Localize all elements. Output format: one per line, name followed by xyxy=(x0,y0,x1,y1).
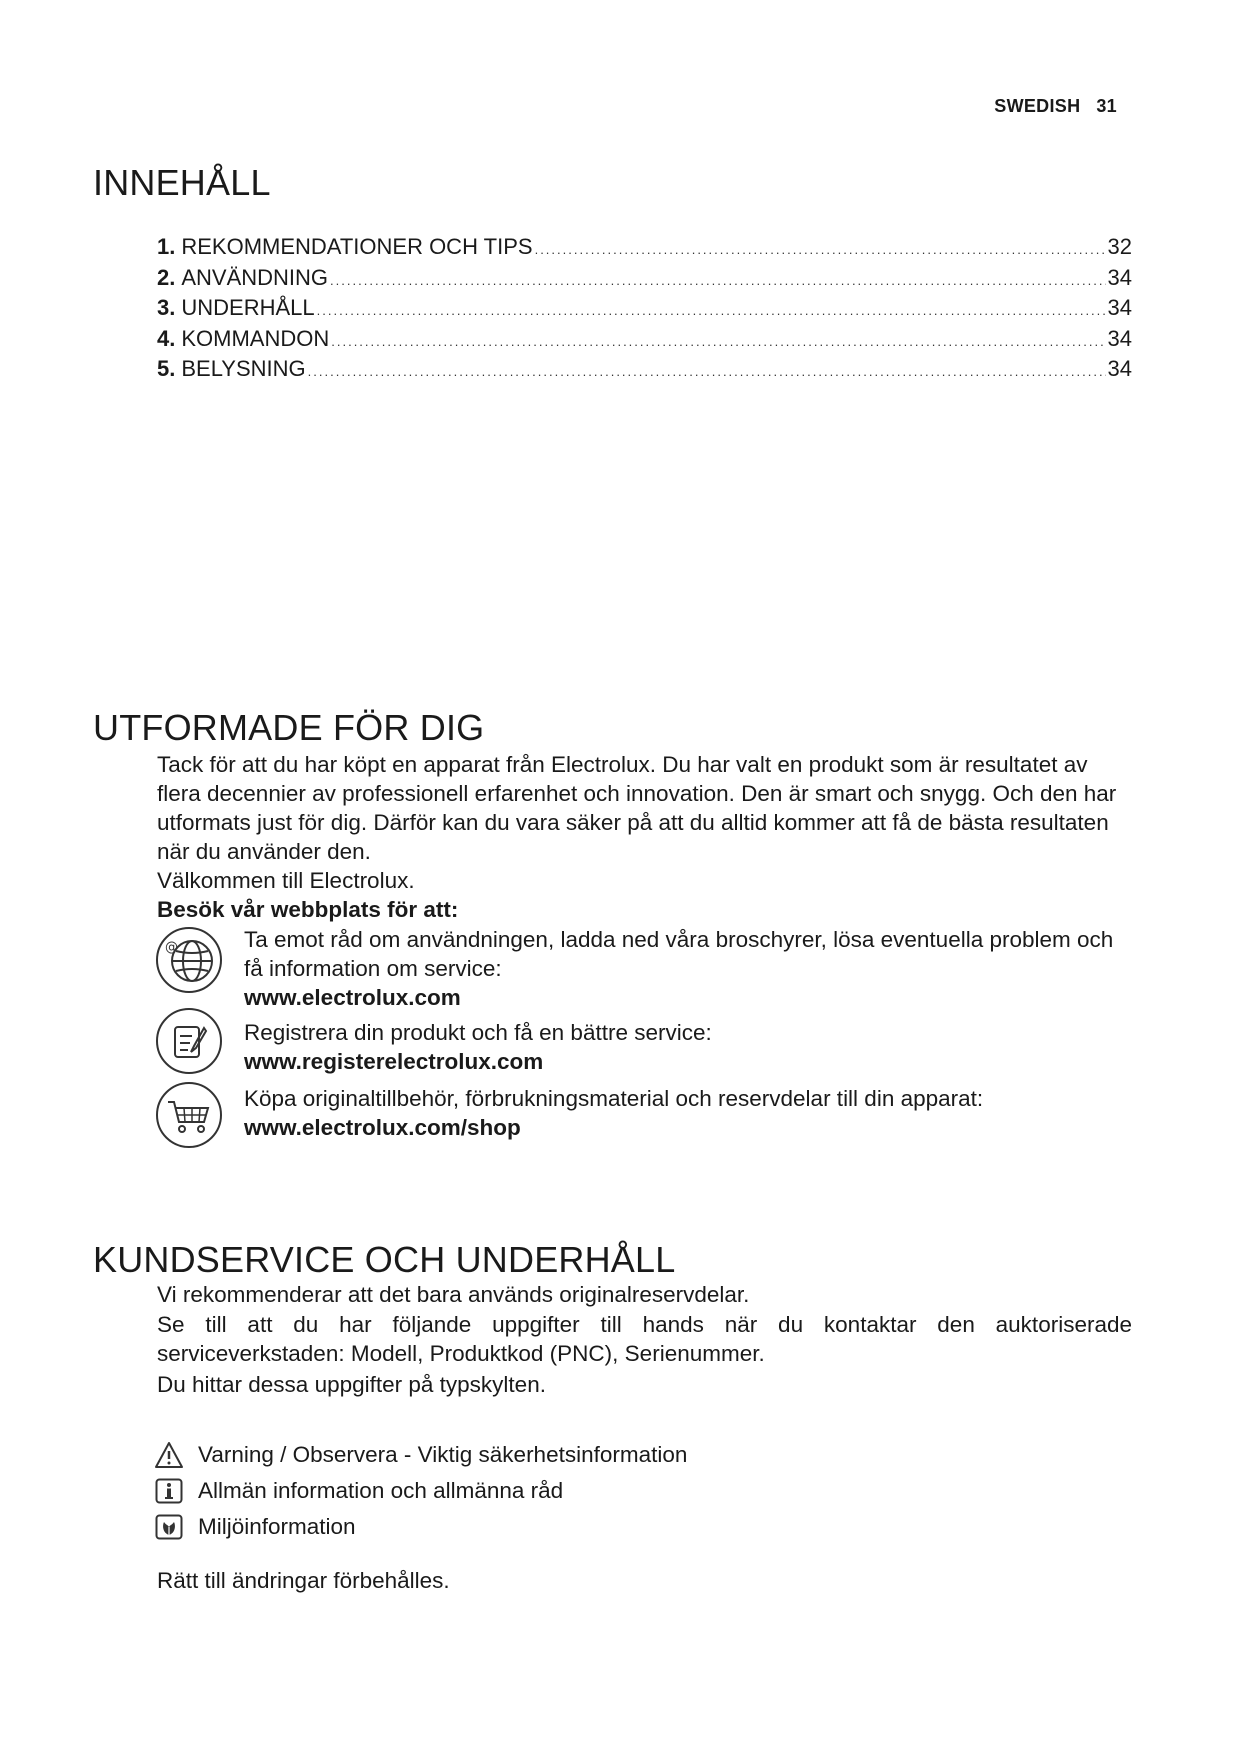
toc-item-label: ANVÄNDNING xyxy=(181,264,329,290)
legend-item xyxy=(154,1509,687,1545)
register-link[interactable]: www.registerelectrolux.com xyxy=(244,1049,544,1074)
legend-text: Allmän information och allmänna råd xyxy=(198,1478,564,1503)
toc-item[interactable] xyxy=(157,232,1132,263)
legend-text: Miljöinformation xyxy=(198,1514,356,1539)
visit-item-support xyxy=(154,925,1136,1012)
designed-intro: Tack för att du har köpt en apparat från Electrolux. Du har valt en produkt som är resultatet av flera decennier av professionell erfarenhet och innovation. Den är smart och snygg. Och den har utformats just för dig. Därför kan du vara säker på att du alltid kommer att få de bästa resultaten när du använder den. xyxy=(157,752,1117,864)
designed-title: UTFORMADE FÖR DIG xyxy=(93,707,485,748)
service-title: KUNDSERVICE OCH UNDERHÅLL xyxy=(93,1239,676,1280)
electrolux-link[interactable]: www.electrolux.com xyxy=(244,985,461,1010)
toc-item-label: UNDERHÅLL xyxy=(181,295,315,320)
toc-item-page: 34 xyxy=(1107,264,1132,290)
visit-text: Ta emot råd om användningen, ladda ned våra broschyrer, lösa eventuella problem och få information om service: xyxy=(244,927,1114,981)
toc-item-number: 1. xyxy=(157,234,176,259)
legend-item xyxy=(154,1473,687,1509)
toc-item-label: KOMMANDON xyxy=(181,325,330,351)
page-header xyxy=(994,96,1117,117)
toc-item-page: 32 xyxy=(1107,234,1132,259)
warning-icon xyxy=(154,1441,184,1469)
toc-item-page: 34 xyxy=(1107,295,1132,320)
page-number: 31 xyxy=(1096,96,1117,116)
info-icon xyxy=(155,1478,183,1504)
legend-item xyxy=(154,1437,687,1473)
toc-item-label: BELYSNING xyxy=(181,356,306,381)
toc-item[interactable] xyxy=(157,293,1132,324)
toc-leader-dots xyxy=(331,327,1105,358)
toc-item-page: 34 xyxy=(1107,325,1132,351)
toc-leader-dots xyxy=(535,235,1106,266)
svg-text:@: @ xyxy=(165,940,178,955)
toc-item[interactable] xyxy=(157,263,1132,294)
toc-item-number: 4. xyxy=(157,325,176,351)
service-line-1: Vi rekommenderar att det bara används originalreservdelar. xyxy=(157,1282,750,1307)
toc-title: INNEHÅLL xyxy=(93,162,271,203)
visit-text: Registrera din produkt och få en bättre service: xyxy=(244,1020,712,1045)
toc-item-number: 3. xyxy=(157,295,176,320)
visit-text: Köpa originaltillbehör, förbrukningsmaterial och reservdelar till din apparat: xyxy=(244,1086,984,1111)
toc-item-number: 2. xyxy=(157,264,176,290)
language-label: SWEDISH xyxy=(994,96,1081,116)
globe-icon xyxy=(154,925,224,995)
toc-item-page: 34 xyxy=(1107,356,1132,381)
service-line-2: Se till att du har följande uppgifter till hands när du kontaktar den auktoriserade serviceverkstaden: Modell, Produktkod (PNC), Serienummer. xyxy=(157,1312,1132,1366)
register-icon xyxy=(154,1006,224,1076)
table-of-contents xyxy=(157,232,1132,385)
service-line-3: Du hittar dessa uppgifter på typskylten. xyxy=(157,1372,546,1397)
toc-leader-dots xyxy=(330,266,1105,297)
environment-icon xyxy=(155,1514,183,1540)
visit-heading: Besök vår webbplats för att: xyxy=(157,897,459,922)
shopping-cart-icon xyxy=(154,1080,224,1150)
toc-item-label: REKOMMENDATIONER OCH TIPS xyxy=(181,234,533,259)
toc-item[interactable] xyxy=(157,354,1132,385)
symbol-legend xyxy=(154,1437,687,1545)
toc-leader-dots xyxy=(317,296,1106,327)
toc-item-number: 5. xyxy=(157,356,176,381)
welcome-text: Välkommen till Electrolux. xyxy=(157,868,415,893)
toc-item[interactable] xyxy=(157,324,1132,355)
legend-text: Varning / Observera - Viktig säkerhetsinformation xyxy=(198,1442,688,1467)
visit-item-shop xyxy=(154,1080,1136,1150)
visit-item-register xyxy=(154,1006,1136,1076)
shop-link[interactable]: www.electrolux.com/shop xyxy=(244,1115,521,1140)
rights-reserved-note: Rätt till ändringar förbehålles. xyxy=(157,1568,450,1593)
toc-leader-dots xyxy=(308,357,1106,388)
